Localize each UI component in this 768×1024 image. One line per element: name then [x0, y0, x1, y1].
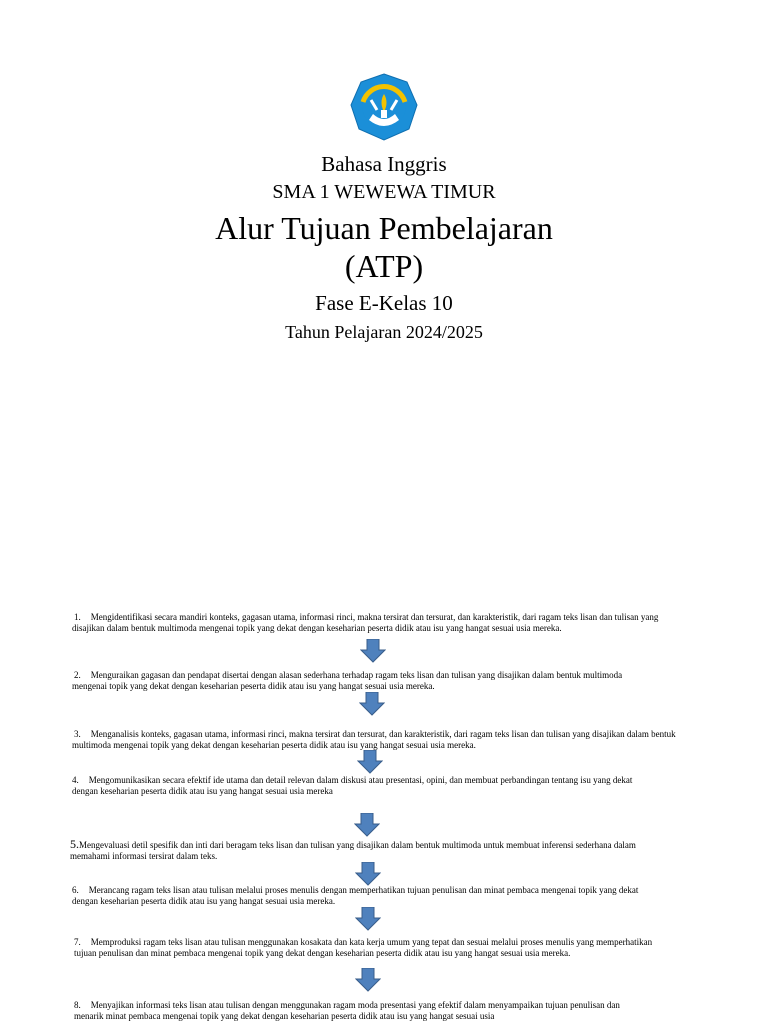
tut-wuri-handayani-logo: [349, 72, 419, 142]
step-text: Merancang ragam teks lisan atau tulisan melalui proses menulis dengan memperhatikan tujuan penulisan dan minat pembaca mengenai topik yang dekat dengan keseharian peserta didik atau isu yang hangat sesuai usia mereka.: [72, 885, 639, 906]
step-item: [72, 729, 692, 750]
down-arrow-icon: [360, 639, 386, 663]
down-arrow-icon: [359, 692, 385, 716]
subject-title: Bahasa Inggris: [321, 152, 447, 176]
step-number: 4.: [72, 775, 79, 785]
academic-year: Tahun Pelajaran 2024/2025: [285, 322, 483, 342]
step-number: 1.: [74, 612, 81, 622]
step-number: 6.: [72, 885, 79, 895]
down-arrow-icon: [355, 968, 381, 992]
step-text: Memproduksi ragam teks lisan atau tulisan menggunakan kosakata dan kata kerja umum yang tepat dan sesuai melalui proses menulis yang memperhatikan tujuan penulisan dan minat pembaca mengenai topik yang dekat dengan keseharian peserta didik atau isu yang hangat sesuai usia mereka.: [74, 937, 653, 958]
down-arrow-icon: [357, 750, 383, 774]
down-arrow-icon: [355, 907, 381, 931]
step-text: Menganalisis konteks, gagasan utama, informasi rinci, makna tersirat dan tersurat, dan karakteristik, dari ragam teks lisan dan tulisan yang disajikan dalam bentuk multimoda mengenai topik yang dekat dengan keseharian peserta didik atau isu yang hangat sesuai usia mereka.: [72, 729, 676, 750]
step-number: 3.: [74, 729, 81, 739]
step-item: [72, 885, 642, 906]
school-name: SMA 1 WEWEWA TIMUR: [272, 181, 496, 203]
step-item: [72, 670, 632, 691]
step-text: Mengevaluasi detil spesifik dan inti dari beragam teks lisan dan tulisan yang disajikan dalam bentuk multimoda untuk membuat inferensi sederhana dalam memahami informasi tersirat dalam teks.: [70, 840, 636, 861]
step-number: 7.: [74, 937, 81, 947]
document-title: Alur Tujuan Pembelajaran: [215, 210, 553, 246]
step-item: [74, 1000, 634, 1021]
phase-class: Fase E-Kelas 10: [315, 291, 453, 315]
step-item: [72, 612, 680, 633]
down-arrow-icon: [355, 862, 381, 886]
step-number: 5.: [70, 837, 79, 851]
step-item: [72, 775, 652, 796]
step-text: Menguraikan gagasan dan pendapat disertai dengan alasan sederhana terhadap ragam teks lisan dan tulisan yang disajikan dalam bentuk multimoda mengenai topik yang dekat dengan keseharian peserta didik atau isu yang hangat sesuai usia mereka.: [72, 670, 623, 691]
step-text: Mengidentifikasi secara mandiri konteks, gagasan utama, informasi rinci, makna tersirat dan tersurat, dan karakteristik, dari ragam teks lisan dan tulisan yang disajikan dalam bentuk multimoda mengenai topik yang dekat dengan keseharian peserta didik atau isu yang hangat sesuai usia mereka.: [72, 612, 659, 633]
step-item: [74, 937, 658, 958]
step-item: [70, 839, 640, 861]
step-number: 8.: [74, 1000, 81, 1010]
document-abbrev: (ATP): [344, 248, 424, 284]
step-number: 2.: [74, 670, 81, 680]
step-text: Mengomunikasikan secara efektif ide utama dan detail relevan dalam diskusi atau presentasi, opini, dan membuat perbandingan tentang isu yang dekat dengan keseharian peserta didik atau isu yang hangat sesuai usia mereka: [72, 775, 633, 796]
down-arrow-icon: [354, 813, 380, 837]
step-text: Menyajikan informasi teks lisan atau tulisan dengan menggunakan ragam moda presentasi yang efektif dalam menyampaikan tujuan penulisan dan menarik minat pembaca mengenai topik yang dekat dengan keseharian peserta didik atau isu yang hangat sesuai usia: [74, 1000, 620, 1021]
